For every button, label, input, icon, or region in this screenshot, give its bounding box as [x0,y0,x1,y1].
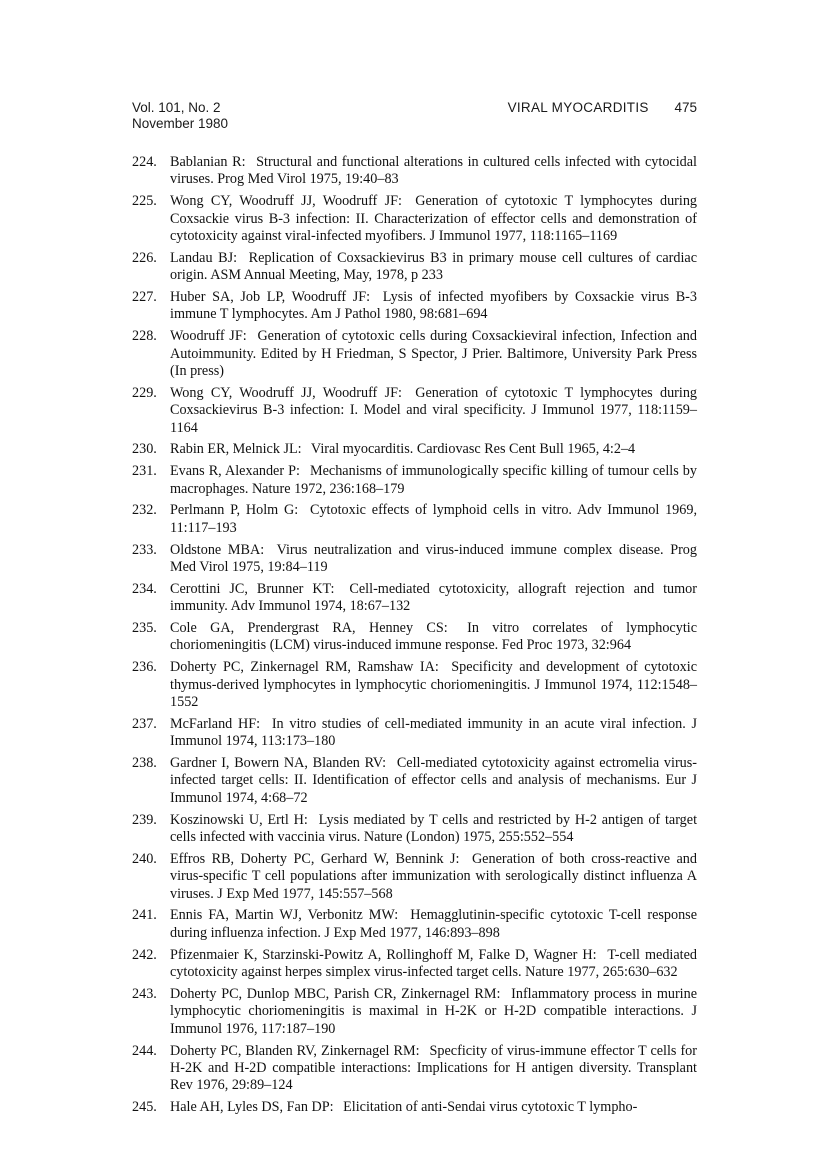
reference-item [132,812,697,847]
reference-number: 225. [132,193,157,210]
reference-authors: Wong CY, Woodruff JJ, Woodruff JF: [170,193,402,210]
reference-citation: Lysis mediated by T cells and restricted by H-2 antigen of target cells infected with vaccinia virus. Nature (London) 1975, 255:552–554 [170,811,698,846]
reference-body [170,1099,697,1116]
reference-body [170,986,697,1038]
reference-body [170,441,697,458]
reference-number: 234. [132,580,157,597]
reference-list [132,154,697,1121]
reference-number: 238. [132,755,157,772]
reference-authors: Woodruff JF: [170,328,247,345]
reference-authors: Rabin ER, Melnick JL: [170,441,302,458]
reference-citation: Inflammatory process in murine lymphocytic choriomeningitis is maximal in H-2K or H-2D compatible interactions. J Immunol 1976, 117:187–190 [170,985,698,1037]
reference-citation: Elicitation of anti-Sendai virus cytotoxic T lympho- [343,1099,638,1116]
reference-citation: Viral myocarditis. Cardiovasc Res Cent Bull 1965, 4:2–4 [310,441,636,458]
reference-authors: Cole GA, Prendergrast RA, Henney CS: [170,620,448,637]
reference-item [132,1099,697,1116]
reference-body [170,385,697,437]
reference-authors: Ennis FA, Martin WJ, Verbonitz MW: [170,907,399,924]
reference-body [170,716,697,751]
reference-item [132,620,697,655]
reference-authors: McFarland HF: [170,715,261,732]
reference-citation: Specficity of virus-immune effector T cells for H-2K and H-2D compatible interactions: Implications for H antigen diversity. Transplant Rev 1976, 29:89–124 [170,1042,697,1094]
reference-number: 241. [132,907,157,924]
reference-authors: Doherty PC, Zinkernagel RM, Ramshaw IA: [170,659,439,676]
reference-citation: Cytotoxic effects of lymphoid cells in vitro. Adv Immunol 1969, 11:117–193 [170,502,697,536]
reference-number: 226. [132,249,157,266]
reference-citation: Generation of both cross-reactive and virus-specific T cell populations after immunization with serologically distinct influenza A viruses. J Exp Med 1977, 145:557–568 [170,850,697,902]
reference-item [132,154,697,189]
reference-authors: Bablanian R: [170,154,246,170]
reference-citation: Cell-mediated cytotoxicity, allograft rejection and tumor immunity. Adv Immunol 1974, 18:67–132 [170,580,697,615]
reference-item [132,289,697,324]
reference-number: 239. [132,811,157,828]
reference-authors: Cerottini JC, Brunner KT: [170,580,335,597]
reference-citation: T-cell mediated cytotoxicity against herpes simplex virus-infected target cells. Nature 1977, 265:630–632 [170,946,697,981]
reference-item [132,581,697,616]
reference-number: 227. [132,289,157,306]
reference-body [170,812,697,847]
reference-body [170,659,697,711]
reference-citation: Lysis of infected myofibers by Coxsackie virus B-3 immune T lymphocytes. Am J Pathol 1980, 98:681–694 [170,289,697,323]
reference-body [170,250,697,285]
reference-item [132,851,697,903]
reference-number: 231. [132,463,157,480]
reference-body [170,581,697,616]
reference-authors: Effros RB, Doherty PC, Gerhard W, Bennink J: [170,850,460,867]
reference-item [132,441,697,458]
reference-citation: In vitro studies of cell-mediated immunity in an acute viral infection. J Immunol 1974, 113:173–180 [170,715,697,750]
reference-citation: Replication of Coxsackievirus B3 in primary mouse cell cultures of cardiac origin. ASM Annual Meeting, May, 1978, p 233 [170,249,697,284]
reference-item [132,986,697,1038]
reference-number: 242. [132,946,157,963]
reference-body [170,755,697,807]
running-title: VIRAL MYOCARDITIS [507,100,649,115]
reference-citation: Virus neutralization and virus-induced immune complex disease. Prog Med Virol 1975, 19:84–119 [170,541,697,576]
reference-body [170,907,697,942]
reference-authors: Pfizenmaier K, Starzinski-Powitz A, Rollinghoff M, Falke D, Wagner H: [170,946,597,963]
issue-info [132,100,228,132]
reference-body [170,542,697,577]
reference-body [170,947,697,982]
reference-authors: Gardner I, Bowern NA, Blanden RV: [170,755,387,772]
reference-citation: Generation of cytotoxic T lymphocytes during Coxsackie virus B-3 infection: II. Characterization of effector cells and demonstration of cytotoxicity against viral-infected myofibers. J Immunol 1977, 118:1165–1169 [170,193,698,245]
reference-number: 232. [132,502,157,519]
reference-authors: Doherty PC, Dunlop MBC, Parish CR, Zinkernagel RM: [170,985,501,1002]
reference-citation: Mechanisms of immunologically specific killing of tumour cells by macrophages. Nature 1972, 236:168–179 [170,463,697,497]
reference-body [170,1043,697,1095]
header-right [508,100,697,116]
reference-authors: Oldstone MBA: [170,541,265,558]
reference-number: 229. [132,384,157,401]
reference-item [132,659,697,711]
reference-authors: Doherty PC, Blanden RV, Zinkernagel RM: [170,1042,420,1059]
reference-number: 236. [132,659,157,676]
reference-authors: Landau BJ: [170,249,238,266]
reference-authors: Wong CY, Woodruff JJ, Woodruff JF: [170,384,402,401]
reference-body [170,502,697,537]
reference-body [170,289,697,324]
reference-number: 240. [132,850,157,867]
reference-citation: Structural and functional alterations in cultured cells infected with cytocidal viruses. Prog Med Virol 1975, 19:40–83 [170,154,698,188]
reference-body [170,463,697,498]
reference-citation: Generation of cytotoxic T lymphocytes during Coxsackievirus B-3 infection: I. Model and viral specificity. J Immunol 1977, 118:1159–1164 [170,384,698,436]
issue-date: November 1980 [132,116,229,131]
reference-authors: Perlmann P, Holm G: [170,502,299,519]
reference-item [132,328,697,380]
reference-number: 244. [132,1042,157,1059]
reference-number: 224. [132,154,157,170]
reference-body [170,620,697,655]
reference-citation: Hemagglutinin-specific cytotoxic T-cell response during influenza infection. J Exp Med 1977, 146:893–898 [170,907,697,941]
reference-item [132,716,697,751]
reference-citation: In vitro correlates of lymphocytic choriomeningitis (LCM) virus-induced immune response. Fed Proc 1973, 32:964 [170,620,698,654]
reference-item [132,502,697,537]
reference-item [132,947,697,982]
reference-body [170,193,697,245]
reference-citation: Cell-mediated cytotoxicity against ectromelia virus-infected target cells: II. Identification of effector cells and analysis of mechanisms. Eur J Immunol 1974, 4:68–72 [170,755,698,806]
reference-item [132,250,697,285]
reference-number: 228. [132,328,157,345]
reference-item [132,755,697,807]
reference-authors: Huber SA, Job LP, Woodruff JF: [170,289,371,306]
reference-authors: Evans R, Alexander P: [170,463,300,480]
page-number: 475 [674,100,697,115]
reference-item [132,385,697,437]
reference-item [132,1043,697,1095]
reference-item [132,193,697,245]
reference-item [132,907,697,942]
reference-item [132,463,697,498]
reference-number: 245. [132,1099,157,1116]
reference-number: 237. [132,715,157,732]
reference-citation: Generation of cytotoxic cells during Coxsackieviral infection, Infection and Autoimmunity. Edited by H Friedman, S Spector, J Prier. Baltimore, University Park Press (In press) [170,328,697,380]
reference-authors: Koszinowski U, Ertl H: [170,811,308,828]
reference-body [170,154,697,189]
reference-item [132,542,697,577]
reference-authors: Hale AH, Lyles DS, Fan DP: [170,1099,334,1116]
reference-number: 235. [132,620,157,637]
reference-number: 233. [132,541,157,558]
reference-number: 243. [132,985,157,1002]
reference-body [170,328,697,380]
reference-citation: Specificity and development of cytotoxic thymus-derived lymphocytes in lymphocytic choriomeningitis. J Immunol 1974, 112:1548–1552 [170,659,698,711]
reference-body [170,851,697,903]
reference-number: 230. [132,441,157,458]
volume-number: Vol. 101, No. 2 [132,100,221,115]
